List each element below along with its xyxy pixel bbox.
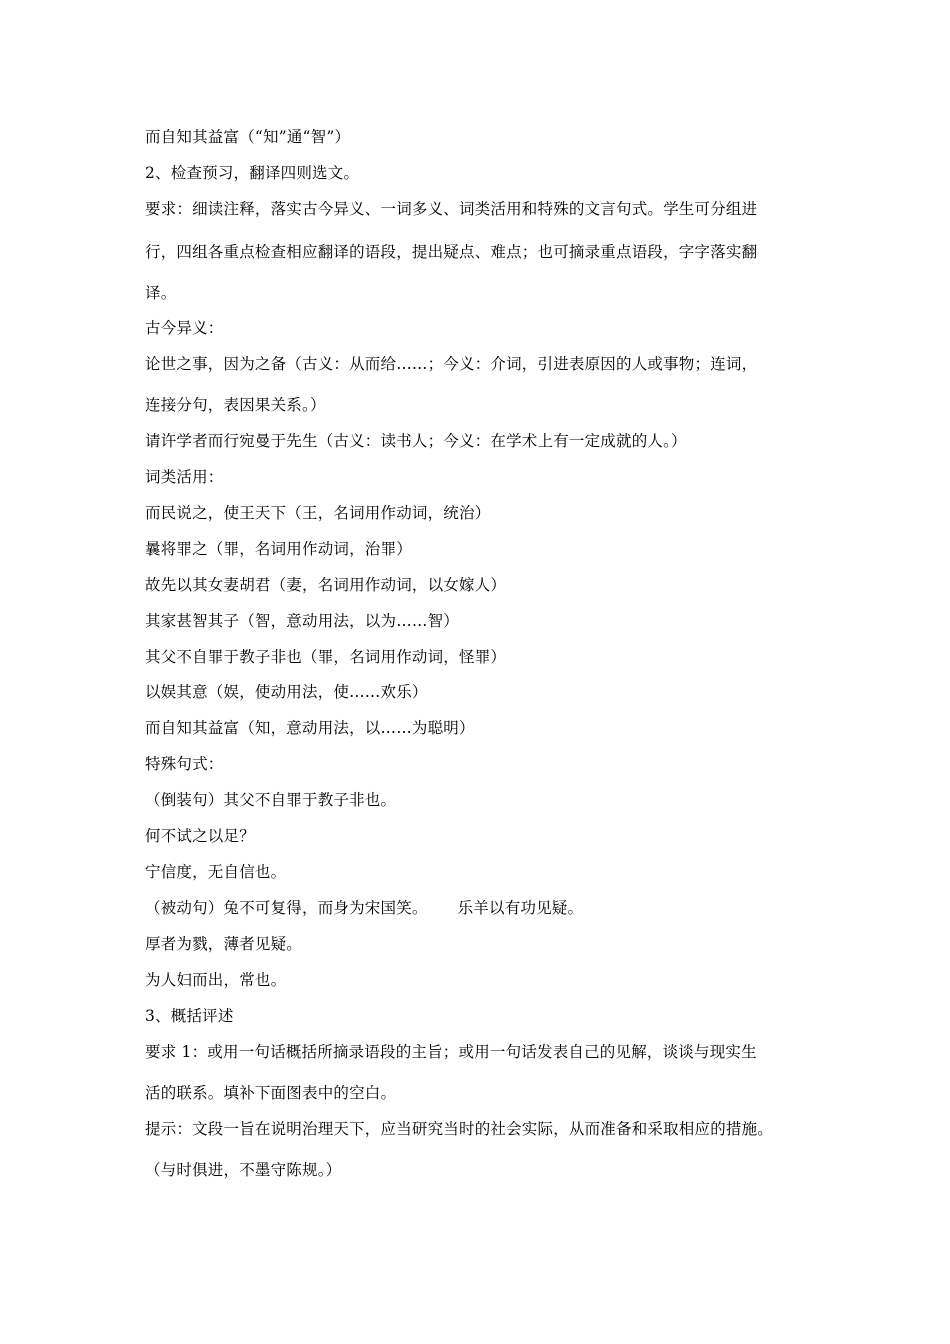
text-line: 为人妇而出，常也。	[145, 971, 287, 989]
text-line: 连接分句，表因果关系。）	[145, 396, 326, 414]
text-line: 要求 1：或用一句话概括所摘录语段的主旨；或用一句话发表自己的见解，谈谈与现实生	[145, 1043, 757, 1061]
text-line	[145, 898, 583, 918]
text-line: 以娱其意（娱，使动用法，使……欢乐）	[145, 683, 428, 701]
text-line: 译。	[145, 284, 177, 302]
text-line: 故先以其女妻胡君（妻，名词用作动词，以女嫁人）	[145, 576, 507, 594]
text-line: 何不试之以足？	[145, 827, 255, 845]
text-line: 请许学者而行宛曼于先生（古义：读书人；今义：在学术上有一定成就的人。）	[145, 432, 687, 450]
subheading: 词类活用：	[145, 468, 224, 486]
text-line: （倒装句）其父不自罪于教子非也。	[145, 791, 397, 809]
text-line: 行，四组各重点检查相应翻译的语段，提出疑点、难点；也可摘录重点语段，字字落实翻	[145, 243, 758, 261]
text-segment: （被动句）兔不可复得，而身为宋国笑。	[145, 899, 428, 917]
text-line: 曩将罪之（罪，名词用作动词，治罪）	[145, 540, 412, 558]
text-line: 而自知其益富（“知”通“智”）	[145, 128, 351, 146]
text-line: 其父不自罪于教子非也（罪，名词用作动词，怪罪）	[145, 648, 507, 666]
text-line: 提示：文段一旨在说明治理天下，应当研究当时的社会实际，从而准备和采取相应的措施。	[145, 1120, 774, 1138]
section-heading: 2、检查预习，翻译四则选文。	[145, 164, 360, 182]
text-line: 活的联系。填补下面图表中的空白。	[145, 1084, 397, 1102]
text-line: 厚者为戮，薄者见疑。	[145, 935, 303, 953]
text-line: （与时俱进，不墨守陈规。）	[145, 1161, 342, 1179]
text-line: 而自知其益富（知，意动用法，以……为聪明）	[145, 719, 475, 737]
section-heading: 3、概括评述	[145, 1007, 234, 1025]
text-line: 其家甚智其子（智，意动用法，以为……智）	[145, 612, 460, 630]
text-line: 要求：细读注释，落实古今异义、一词多义、词类活用和特殊的文言句式。学生可分组进	[145, 200, 758, 218]
text-line: 宁信度，无自信也。	[145, 863, 287, 881]
text-line: 而民说之，使王天下（王，名词用作动词，统治）	[145, 504, 491, 522]
subheading: 古今异义：	[145, 319, 224, 337]
text-segment: 乐羊以有功见疑。	[457, 899, 584, 917]
subheading: 特殊句式：	[145, 755, 224, 773]
text-line: 论世之事，因为之备（古义：从而给……；今义：介词，引进表原因的人或事物；连词，	[145, 355, 758, 373]
